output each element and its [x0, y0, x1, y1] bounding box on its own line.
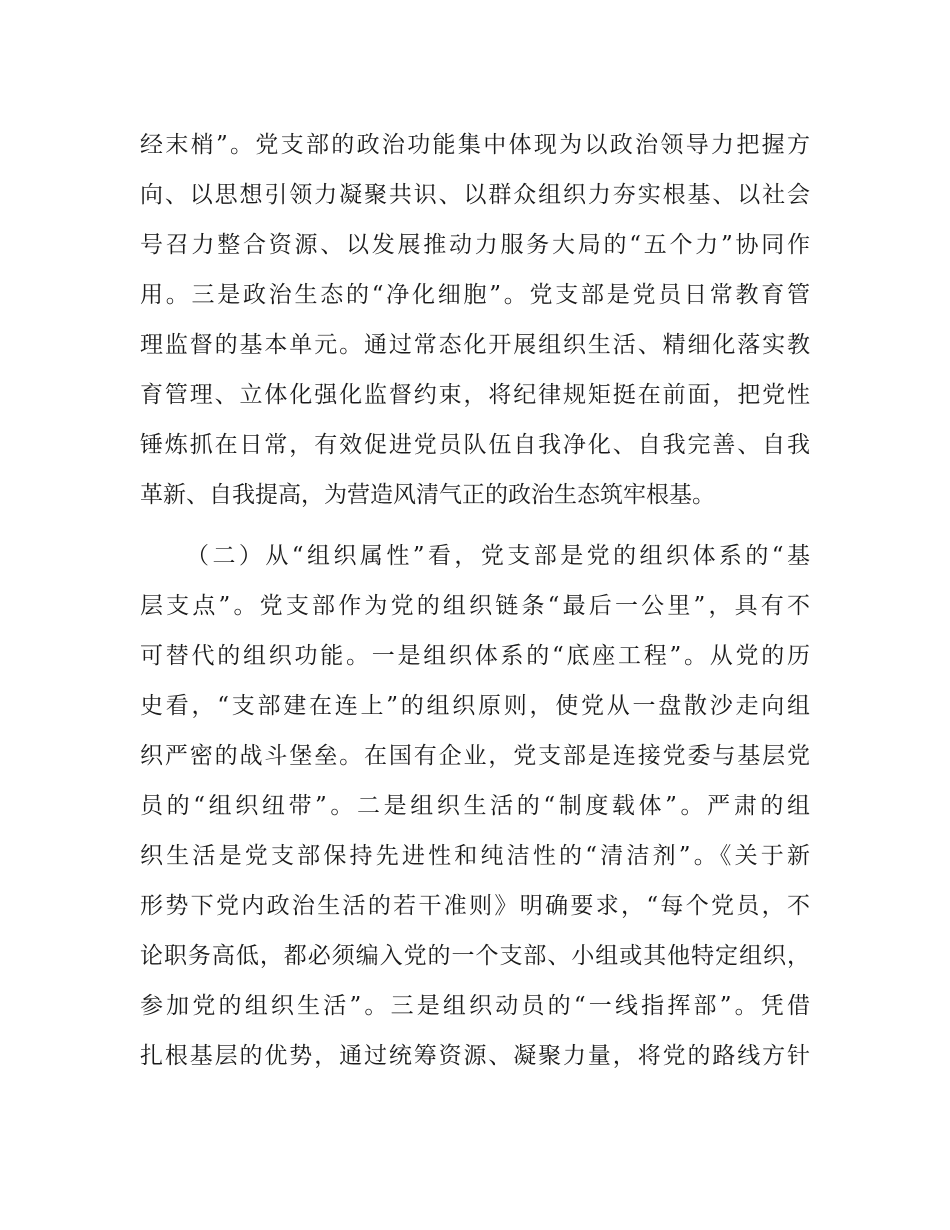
paragraph-political-function	[140, 120, 810, 520]
text-line: 可替代的组织功能。一是组织体系的“底座工程”。从党的历	[140, 643, 810, 669]
text-line: 织严密的战斗堡垒。在国有企业，党支部是连接党委与基层党	[140, 743, 810, 769]
text-line: 织生活是党支部保持先进性和纯洁性的“清洁剂”。《关于新	[140, 843, 810, 869]
text-line: 层支点”。党支部作为党的组织链条“最后一公里”，具有不	[140, 593, 810, 619]
text-line: 形势下党内政治生活的若干准则》明确要求，“每个党员，不	[140, 893, 810, 919]
text-line: 经末梢”。党支部的政治功能集中体现为以政治领导力把握方	[140, 132, 810, 158]
paragraph-organizational-attribute	[140, 531, 810, 1081]
text-line: 参加党的组织生活”。三是组织动员的“一线指挥部”。凭借	[140, 993, 810, 1019]
text-line: 扎根基层的优势，通过统筹资源、凝聚力量，将党的路线方针	[140, 1043, 810, 1069]
section-heading-line: （二）从“组织属性”看，党支部是党的组织体系的“基	[186, 543, 810, 569]
text-line: 号召力整合资源、以发展推动力服务大局的“五个力”协同作	[140, 232, 810, 258]
text-line: 用。三是政治生态的“净化细胞”。党支部是党员日常教育管	[140, 282, 810, 308]
text-line: 理监督的基本单元。通过常态化开展组织生活、精细化落实教	[140, 332, 810, 358]
text-line: 论职务高低，都必须编入党的一个支部、小组或其他特定组织，	[140, 943, 810, 969]
text-line: 革新、自我提高，为营造风清气正的政治生态筑牢根基。	[140, 482, 715, 508]
text-line: 史看，“支部建在连上”的组织原则，使党从一盘散沙走向组	[140, 693, 810, 719]
text-line: 员的“组织纽带”。二是组织生活的“制度载体”。严肃的组	[140, 793, 810, 819]
text-line: 锤炼抓在日常，有效促进党员队伍自我净化、自我完善、自我	[140, 432, 810, 458]
text-line: 育管理、立体化强化监督约束，将纪律规矩挺在前面，把党性	[140, 382, 810, 408]
text-line: 向、以思想引领力凝聚共识、以群众组织力夯实根基、以社会	[140, 182, 810, 208]
